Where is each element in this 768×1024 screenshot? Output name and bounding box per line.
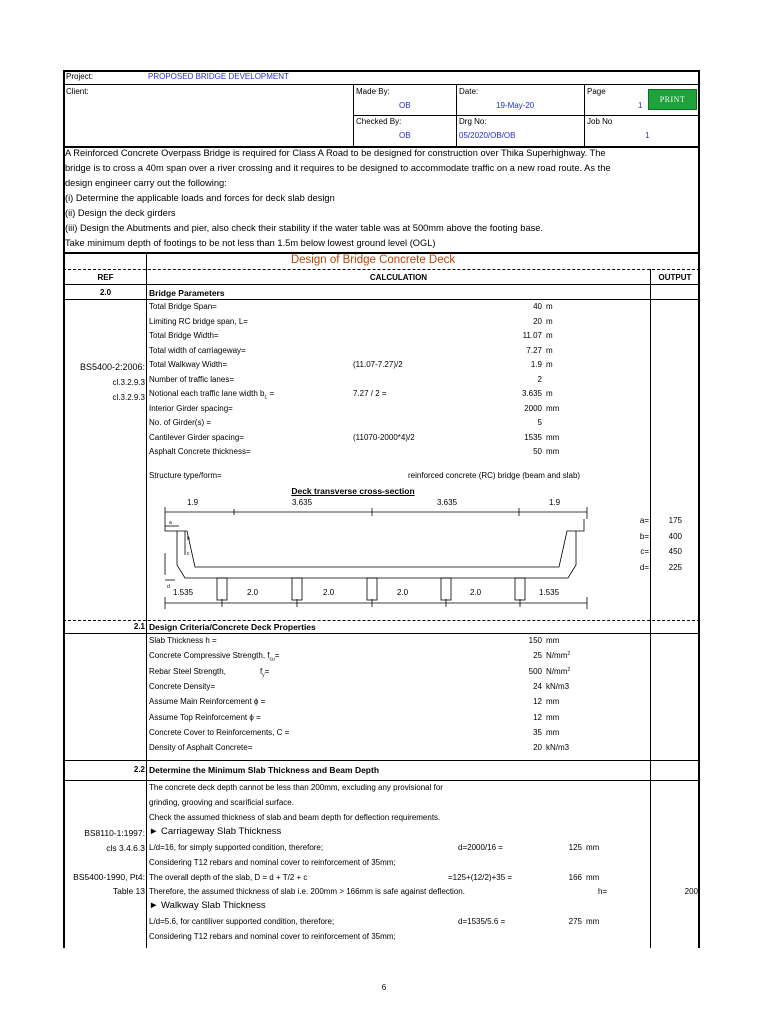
property-value: 500: [528, 667, 542, 676]
property-label: Slab Thickness h =: [149, 636, 217, 645]
dashed-line: [63, 269, 700, 270]
parameter-unit: m: [546, 302, 553, 311]
parameter-unit: m: [546, 360, 553, 369]
property-unit: [546, 743, 569, 753]
unit-text: mm: [546, 713, 560, 722]
property-label: Concrete Density=: [149, 682, 216, 691]
property-value: 24: [533, 682, 542, 691]
reference: cl.3.2.9.3: [112, 393, 145, 402]
parameter-value: reinforced concrete (RC) bridge (beam and slab): [408, 471, 581, 480]
property-value: 12: [533, 713, 542, 722]
row-line: [63, 760, 700, 761]
job-no-value: 1: [645, 131, 650, 140]
unit-superscript: 2: [567, 651, 571, 657]
col-line: [584, 84, 585, 146]
section-number: 2.0: [99, 288, 112, 297]
intro-line: bridge is to cross a 40m span over a river crossing and it requires to be designed to accommodate traffic on a new road route. As the: [65, 163, 611, 173]
param-key: c=: [640, 547, 649, 556]
top-dim: 3.635: [292, 498, 313, 507]
col-line: [353, 84, 354, 146]
print-button[interactable]: PRINT: [648, 89, 697, 110]
intro-line: Take minimum depth of footings to be not less than 1.5m below lowest ground level (OGL): [65, 238, 436, 248]
param-value: 175: [668, 516, 682, 525]
parameter-label: No. of Girder(s) =: [149, 418, 212, 427]
unit-text: N/mm: [546, 667, 568, 676]
parameter-value: 20: [533, 317, 542, 326]
border-right: [698, 70, 700, 948]
page-number: 6: [381, 983, 387, 992]
top-dim: 1.9: [549, 498, 561, 507]
calc-text: Considering T12 rebars and nominal cover to reinforcement of 35mm;: [149, 858, 396, 867]
output-column-header: OUTPUT: [658, 273, 692, 282]
date-label: Date:: [459, 87, 479, 96]
deck-cross-section-diagram: [147, 495, 647, 615]
checked-by-value: OB: [399, 131, 411, 140]
calc-text: L/d=5.6, for cantiliver supported condition, therefore;: [149, 917, 335, 926]
drg-no-value: 05/2020/OB/OB: [459, 131, 516, 140]
parameter-label: Number of traffic lanes=: [149, 375, 235, 384]
property-value: 150: [528, 636, 542, 645]
col-line: [650, 269, 651, 948]
property-value: 25: [533, 651, 542, 660]
paragraph-line: The concrete deck depth cannot be less than 200mm, excluding any provisional for: [149, 783, 443, 792]
property-unit: [546, 728, 559, 738]
bottom-dim: 2.0: [397, 588, 409, 597]
parameter-formula: 7.27 / 2 =: [353, 389, 387, 398]
calc-unit: mm: [586, 917, 600, 926]
parameter-unit: mm: [546, 447, 560, 456]
unit-text: mm: [546, 728, 560, 737]
top-dim: 1.9: [187, 498, 199, 507]
parameter-value: 50: [533, 447, 542, 456]
parameter-unit: m: [546, 331, 553, 340]
calc-formula: =125+(12/2)+35 =: [448, 873, 513, 882]
label-tail: =: [274, 651, 280, 660]
row-line: [63, 299, 700, 300]
row-line: [63, 780, 700, 781]
parameter-unit: m: [546, 346, 553, 355]
reference: cls 3.4.6.3: [106, 843, 145, 853]
property-unit: [546, 636, 559, 646]
parameter-label: Total width of carriageway=: [149, 346, 246, 355]
label-tail: =: [267, 389, 275, 398]
label-subscript: L: [264, 394, 268, 401]
calc-value: 166: [568, 873, 582, 882]
top-dim: 3.635: [437, 498, 458, 507]
property-unit: [546, 682, 569, 692]
calc-text: L/d=16, for simply supported condition, therefore;: [149, 843, 324, 852]
parameter-value: 7.27: [526, 346, 542, 355]
col-line: [456, 84, 457, 146]
property-value: 20: [533, 743, 542, 752]
intro-line: (iii) Design the Abutments and pier, also check their stability if the water table was at 500mm above the footing base.: [65, 223, 544, 233]
intro-line: (i) Determine the applicable loads and forces for deck slab design: [65, 193, 335, 203]
parameter-value: 11.07: [522, 331, 542, 340]
section-heading: Bridge Parameters: [149, 288, 225, 298]
property-unit: [546, 697, 559, 707]
paragraph-line: Check the assumed thickness of slab and beam depth for deflection requirements.: [149, 813, 441, 822]
project-label: Project:: [66, 72, 94, 81]
paragraph-line: grinding, grooving and scarificial surface.: [149, 798, 294, 807]
parameter-value: 2: [537, 375, 542, 384]
job-no-label: Job No: [587, 117, 613, 126]
parameter-unit: m: [546, 317, 553, 326]
parameter-label: [149, 389, 274, 403]
parameter-unit: mm: [546, 404, 560, 413]
property-label: Assume Top Reinforcement ϕ =: [149, 713, 261, 722]
calc-text: Considering T12 rebars and nominal cover to reinforcement of 35mm;: [149, 932, 396, 941]
ref-column-header: REF: [97, 273, 114, 282]
parameter-formula: (11070-2000*4)/2: [353, 433, 415, 442]
dim-letter: d: [167, 584, 170, 590]
section-heading: Determine the Minimum Slab Thickness and Beam Depth: [149, 765, 380, 775]
symbol-tail: =: [264, 667, 270, 676]
section-heading: Design Criteria/Concrete Deck Properties: [149, 622, 316, 632]
property-value: 35: [533, 728, 542, 737]
bottom-dim: 1.535: [539, 588, 560, 597]
param-value: 450: [668, 547, 682, 556]
label-subscript: cu: [269, 656, 275, 663]
reference: Table 13: [112, 886, 145, 896]
project-value: PROPOSED BRIDGE DEVELOPMENT: [148, 72, 289, 81]
unit-text: mm: [546, 697, 560, 706]
output-key: h=: [598, 887, 608, 896]
parameter-label: Total Bridge Width=: [149, 331, 219, 340]
page-value: 1: [638, 101, 643, 110]
output-value: 200: [684, 887, 698, 896]
unit-text: mm: [546, 636, 560, 645]
property-value: 12: [533, 697, 542, 706]
calc-column-header: CALCULATION: [369, 273, 428, 282]
parameter-label: Interior Girder spacing=: [149, 404, 233, 413]
row-line: [63, 633, 700, 634]
parameter-unit: mm: [546, 433, 560, 442]
param-value: 400: [668, 532, 682, 541]
symbol-subscript: y: [262, 672, 265, 679]
unit-superscript: 2: [567, 667, 571, 673]
label-text: Concrete Compressive Strength, f: [149, 651, 270, 660]
parameter-value: 1.9: [530, 360, 542, 369]
calc-formula: d=1535/5.6 =: [458, 917, 506, 926]
unit-text: kN/m3: [546, 743, 570, 752]
parameter-label: Total Walkway Width=: [149, 360, 228, 369]
property-label: Assume Main Reinforcement ϕ =: [149, 697, 266, 706]
client-label: Client:: [66, 87, 89, 96]
reference: BS8110-1:1997:: [84, 828, 145, 838]
bottom-dim: 1.535: [173, 588, 194, 597]
bottom-dim: 2.0: [323, 588, 335, 597]
label-symbol: [259, 667, 270, 679]
calc-text: The overall depth of the slab, D = d + T/2 + c: [149, 873, 308, 882]
dashed-line: [63, 620, 700, 621]
parameter-value: 2000: [524, 404, 542, 413]
date-value: 19-May-20: [496, 101, 535, 110]
property-unit: [546, 651, 570, 661]
diagram-title: Deck transverse cross-section: [291, 486, 415, 496]
checked-by-label: Checked By:: [356, 117, 402, 126]
parameter-unit: m: [546, 389, 553, 398]
unit-text: N/mm: [546, 651, 568, 660]
page-label: Page: [587, 87, 606, 96]
row-line: [353, 115, 700, 116]
row-line: [63, 84, 700, 85]
reference: BS5400-2:2006:: [79, 362, 145, 372]
property-unit: [546, 667, 570, 677]
intro-line: (ii) Design the deck girders: [65, 208, 176, 218]
unit-text: kN/m3: [546, 682, 570, 691]
param-key: b=: [639, 532, 649, 541]
property-label: [149, 667, 269, 681]
calc-unit: mm: [586, 843, 600, 852]
symbol-text: f: [259, 667, 263, 676]
made-by-label: Made By:: [356, 87, 390, 96]
property-unit: [546, 713, 559, 723]
bottom-dim: 2.0: [470, 588, 482, 597]
made-by-value: OB: [399, 101, 411, 110]
property-label: Concrete Cover to Reinforcements, C =: [149, 728, 290, 737]
parameter-value: 3.635: [521, 389, 542, 398]
parameter-label: Structure type/form=: [149, 471, 222, 480]
calc-sheet: [63, 70, 700, 948]
subheading: ► Carriageway Slab Thickness: [149, 826, 282, 837]
reference: cl.3.2.9.3: [112, 378, 145, 387]
parameter-value: 5: [537, 418, 542, 427]
intro-line: design engineer carry out the following:: [65, 178, 227, 188]
page-title: Design of Bridge Concrete Deck: [290, 254, 456, 266]
param-key: a=: [639, 516, 649, 525]
dim-letter: c: [187, 551, 190, 557]
dim-letter: a: [169, 520, 172, 526]
property-label: Density of Asphalt Concrete=: [149, 743, 253, 752]
parameter-value: 1535: [524, 433, 542, 442]
problem-statement: [65, 146, 697, 251]
param-key: d=: [639, 563, 649, 572]
intro-line: A Reinforced Concrete Overpass Bridge is required for Class A Road to be designed for construction over Thika Superhighway. The: [65, 148, 606, 158]
bottom-dim: 2.0: [247, 588, 259, 597]
label-text: Notional each traffic lane width b: [149, 389, 265, 398]
section-number: 2.2: [133, 765, 145, 774]
row-line: [63, 284, 700, 285]
property-label: [149, 651, 279, 665]
param-value: 225: [668, 563, 682, 572]
calc-formula: d=2000/16 =: [458, 843, 503, 852]
calc-value: 125: [568, 843, 582, 852]
parameter-formula: (11.07-7.27)/2: [353, 360, 403, 369]
calc-text: Therefore, the assumed thickness of slab i.e. 200mm > 166mm is safe against deflection.: [149, 887, 465, 896]
parameter-label: Limiting RC bridge span, L=: [149, 317, 248, 326]
dim-letter: b: [187, 536, 190, 542]
calc-unit: mm: [586, 873, 600, 882]
reference: BS5400-1990, Pt4:: [73, 872, 145, 882]
label-text: Rebar Steel Strength,: [149, 667, 226, 676]
parameter-value: 40: [533, 302, 542, 311]
parameter-label: Cantilever Girder spacing=: [149, 433, 244, 442]
section-number: 2.1: [133, 622, 145, 631]
parameter-label: Total Bridge Span=: [149, 302, 217, 311]
drg-no-label: Drg No:: [459, 117, 487, 126]
subheading: ► Walkway Slab Thickness: [149, 900, 266, 911]
calc-value: 275: [568, 917, 582, 926]
parameter-label: Asphalt Concrete thickness=: [149, 447, 251, 456]
